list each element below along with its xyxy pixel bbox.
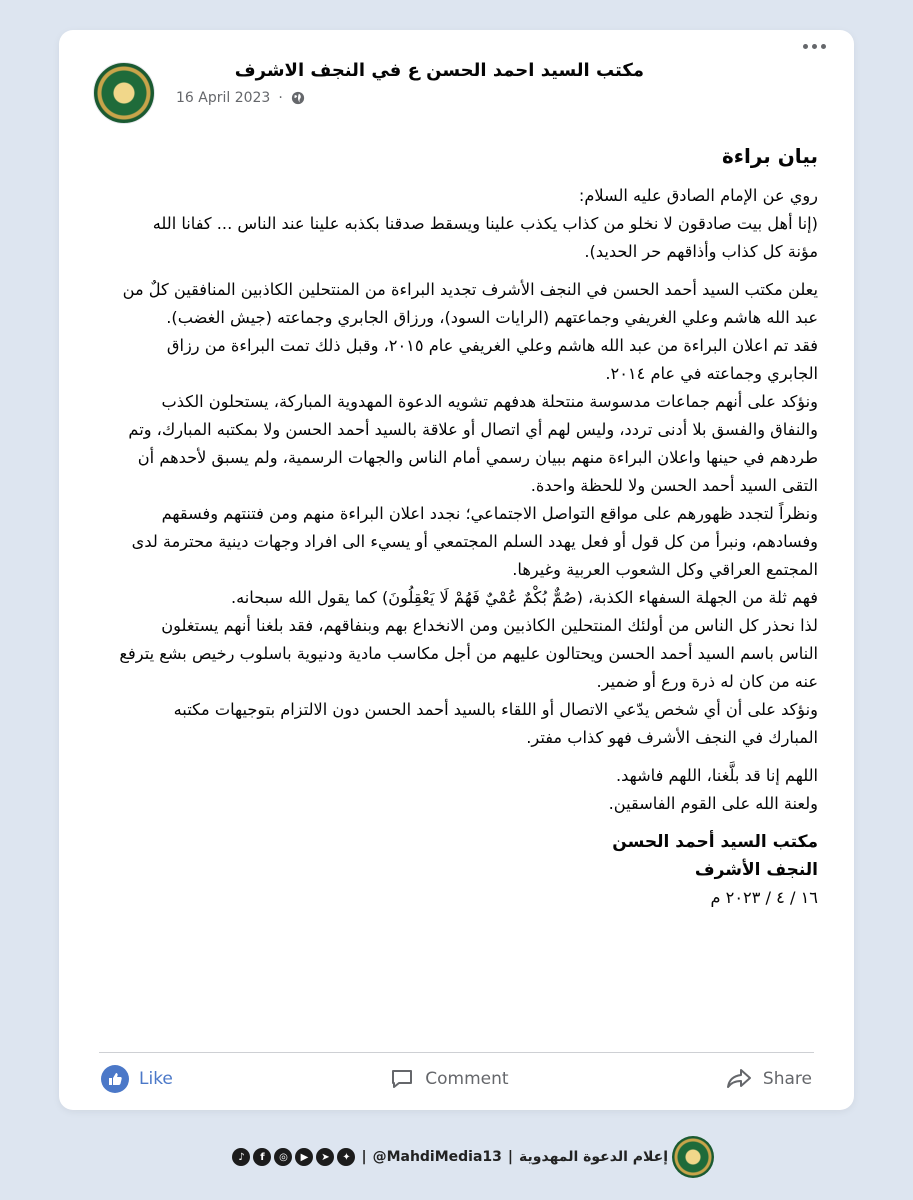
page-name[interactable]: مكتب السيد احمد الحسن ع في النجف الاشرف [234, 60, 644, 81]
post-paragraph: (إنا أهل بيت صادقون لا نخلو من كذاب يكذب علينا ويسقط صدقنا بكذبه علينا عند الناس ... كفانا الله مؤنة كل كذاب وأذاقهم حر الحديد). [152, 214, 818, 261]
post-paragraph: روي عن الإمام الصادق عليه السلام: [578, 186, 818, 205]
thumbs-up-icon [101, 1065, 129, 1093]
post-paragraph: فقد تم اعلان البراءة من عبد الله هاشم وعلي الغريفي عام ٢٠١٥، وقبل ذلك تمت البراءة من رزاق الجابري وجماعته في عام ٢٠١٤. [166, 336, 818, 383]
post-title: بيان براءة [721, 144, 818, 168]
separator: | [361, 1149, 367, 1165]
comment-label: Comment [425, 1069, 509, 1089]
more-options-icon[interactable] [803, 44, 826, 49]
social-icons [232, 1148, 355, 1166]
signature-city: النجف الأشرف [694, 860, 818, 880]
youtube-icon[interactable]: ▶ [295, 1148, 313, 1166]
signature-date: ١٦ / ٤ / ٢٠٢٣ م [710, 888, 818, 907]
post-body [119, 140, 818, 912]
footer-credits [198, 1144, 668, 1170]
signature-office: مكتب السيد أحمد الحسن [612, 832, 818, 852]
facebook-icon[interactable]: f [253, 1148, 271, 1166]
globe-icon [291, 91, 305, 105]
post-card [59, 30, 854, 1110]
share-label: Share [762, 1069, 812, 1089]
separator-dot: · [278, 90, 283, 106]
page-avatar[interactable] [93, 62, 155, 124]
telegram-icon[interactable]: ➤ [316, 1148, 334, 1166]
post-date[interactable]: 16 April 2023 [176, 90, 271, 106]
brand-logo-icon [672, 1136, 714, 1178]
footer-brand: إعلام الدعوة المهدوية [519, 1149, 668, 1165]
like-label: Like [139, 1069, 173, 1089]
actions-divider [99, 1052, 814, 1053]
post-paragraph: لذا نحذر كل الناس من أولئك المنتحلين الكاذبين ومن الانخداع بهم وبنفاقهم، فقد بلغنا أنهم يستغلون الناس باسم السيد أحمد الحسن ويحتالون عليهم من أجل مكاسب مادية ودنيوية باسلوب رخيص بشع يترفع عنه من كان له ذرة ورع أو ضمير. [119, 616, 818, 691]
post-header [59, 60, 854, 120]
separator: | [507, 1149, 514, 1165]
tiktok-icon[interactable]: ♪ [232, 1148, 250, 1166]
post-paragraph: يعلن مكتب السيد أحمد الحسن في النجف الأشرف تجديد البراءة من المنتحلين الكاذبين المنافقين كلٌ من عبد الله هاشم وعلي الغريفي وجماعتهم (الرايات السود)، ورزاق الجابري وجماعته (جيش الغضب). [122, 280, 818, 327]
post-paragraph: ونؤكد على أن أي شخص يدّعي الاتصال أو اللقاء بالسيد أحمد الحسن دون الالتزام بتوجيهات مكتبه المبارك في النجف الأشرف فهو كذاب مفتر. [173, 700, 818, 747]
closing-line: اللهم إنا قد بلَّغنا، اللهم فاشهد. [616, 766, 818, 785]
like-button[interactable] [99, 1061, 175, 1097]
twitter-icon[interactable]: ✦ [337, 1148, 355, 1166]
closing-line: ولعنة الله على القوم الفاسقين. [608, 794, 818, 813]
share-icon [725, 1066, 753, 1092]
post-actions [99, 1058, 814, 1100]
footer-bar [0, 1132, 913, 1182]
post-paragraph: فهم ثلة من الجهلة السفهاء الكذبة، (صُمٌّ بُكْمٌ عُمْيٌ فَهُمْ لَا يَعْقِلُونَ) كما يقول الله سبحانه. [230, 588, 818, 607]
footer-handle[interactable]: @MahdiMedia13 [372, 1149, 502, 1165]
post-paragraph: ونؤكد على أنهم جماعات مدسوسة منتحلة هدفهم تشويه الدعوة المهدوية المباركة، يستحلون الكذب والنفاق والفسق بلا أدنى تردد، وليس لهم أي اتصال أو علاقة بالسيد أحمد الحسن ولا بمكتبه المبارك، وتم طردهم في حينها واعلان البراءة منهم ببيان رسمي أمام الناس والجهات الرسمية، ولم يسبق لأحدهم أن التقى السيد أحمد الحسن ولا للحظة واحدة. [128, 392, 818, 495]
post-meta [176, 90, 305, 106]
share-button[interactable] [723, 1062, 814, 1096]
instagram-icon[interactable]: ◎ [274, 1148, 292, 1166]
post-paragraph: ونظراً لتجدد ظهورهم على مواقع التواصل الاجتماعي؛ نجدد اعلان البراءة منهم ومن فتنتهم وفسقهم وفسادهم، ونبرأ من كل قول أو فعل يهدد السلم المجتمعي أو يسيء الى افراد وجهات دينية محترمة لدى المجتمع العراقي وكل الشعوب العربية وغيرها. [131, 504, 818, 579]
comment-button[interactable] [387, 1062, 510, 1096]
comment-icon [389, 1066, 415, 1092]
